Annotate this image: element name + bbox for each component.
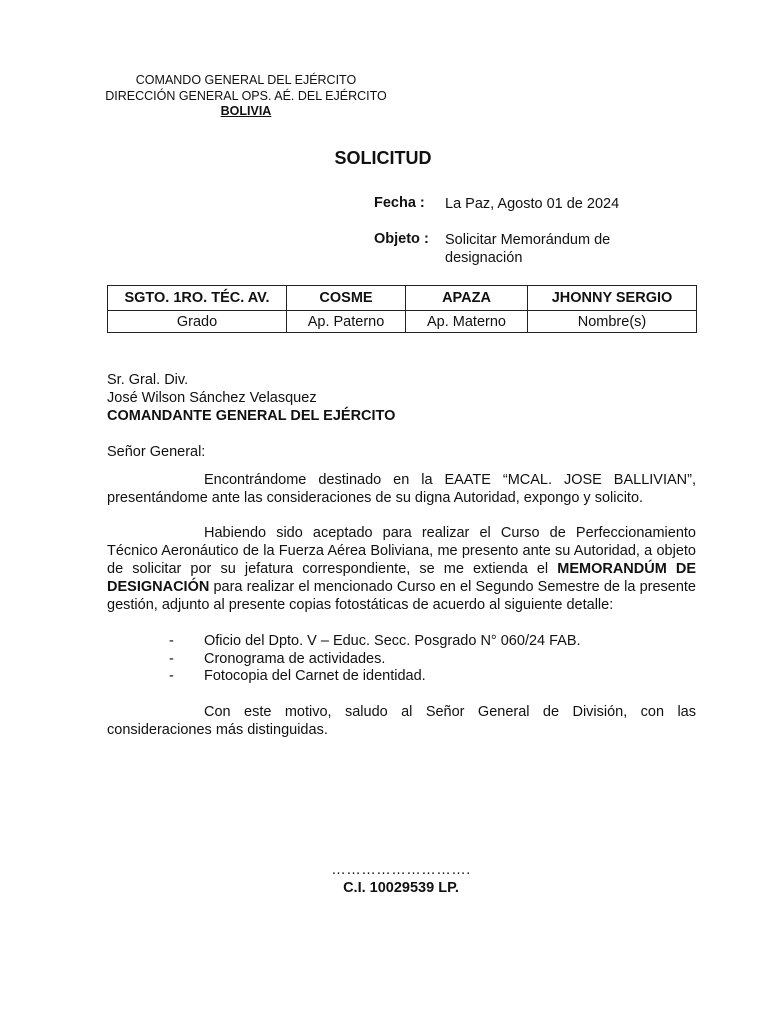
paragraph-closing: Con este motivo, saludo al Señor General de División, con las consideraciones más distinguidas. [107,704,696,738]
ap-paterno-value: COSME [287,286,406,311]
memorandum-emphasis: MEMORANDÚM DE DESIGNACIÓN [107,561,696,595]
grado-value: SGTO. 1RO. TÉC. AV. [108,286,287,311]
fecha-value: La Paz, Agosto 01 de 2024 [445,196,620,212]
recipient-name: José Wilson Sánchez Velasquez [107,390,317,406]
attachment-item-text: Cronograma de actividades. [204,651,386,667]
header-line-1: COMANDO GENERAL DEL EJÉRCITO [135,73,357,87]
ap-materno-label: Ap. Materno [406,311,528,333]
salutation: Señor General: [107,444,206,460]
nombres-label: Nombre(s) [528,311,697,333]
signature-ci: C.I. 10029539 LP. [343,880,459,896]
recipient-position: COMANDANTE GENERAL DEL EJÉRCITO [107,408,396,424]
attachment-item-text: Oficio del Dpto. V – Educ. Secc. Posgrado N° 060/24 FAB. [204,633,581,649]
ap-paterno-label: Ap. Paterno [287,311,406,333]
document-title: SOLICITUD [334,148,432,168]
objeto-value: Solicitar Memorándum de designación [445,232,611,266]
bullet-dash: - [169,651,174,667]
recipient-title: Sr. Gral. Div. [107,372,189,388]
paragraph-2-text-a: Habiendo sido aceptado para realizar el Curso de Perfeccionamiento Técnico Aeronáutico de la Fuerza Aérea Boliviana, me presento ante su Autoridad, a objeto de solicitar por su jefatura correspondiente, se me extienda el [107,525,696,577]
identity-labels-row [108,311,697,333]
paragraph-2-text-b: para realizar el mencionado Curso en el Segundo Semestre de la presente gestión, adjunto al presente copias fotostáticas de acuerdo al siguiente detalle: [107,579,696,613]
attachment-item-text: Fotocopia del Carnet de identidad. [204,668,426,684]
header-line-2: DIRECCIÓN GENERAL OPS. AÉ. DEL EJÉRCITO [105,89,387,103]
fecha-label: Fecha : [374,195,425,211]
objeto-label: Objeto : [374,231,429,247]
identity-table [107,285,697,333]
nombres-value: JHONNY SERGIO [528,286,697,311]
grado-label: Grado [108,311,287,333]
bullet-dash: - [169,633,174,649]
paragraph-2 [107,524,696,614]
header-country: BOLIVIA [220,104,272,118]
bullet-dash: - [169,668,174,684]
ap-materno-value: APAZA [406,286,528,311]
signature-line: ………………………. [331,862,471,878]
identity-values-row [108,286,697,311]
paragraph-1: Encontrándome destinado en la EAATE “MCAL. JOSE BALLIVIAN”, presentándome ante las consideraciones de su digna Autoridad, expongo y solicito. [107,472,696,506]
